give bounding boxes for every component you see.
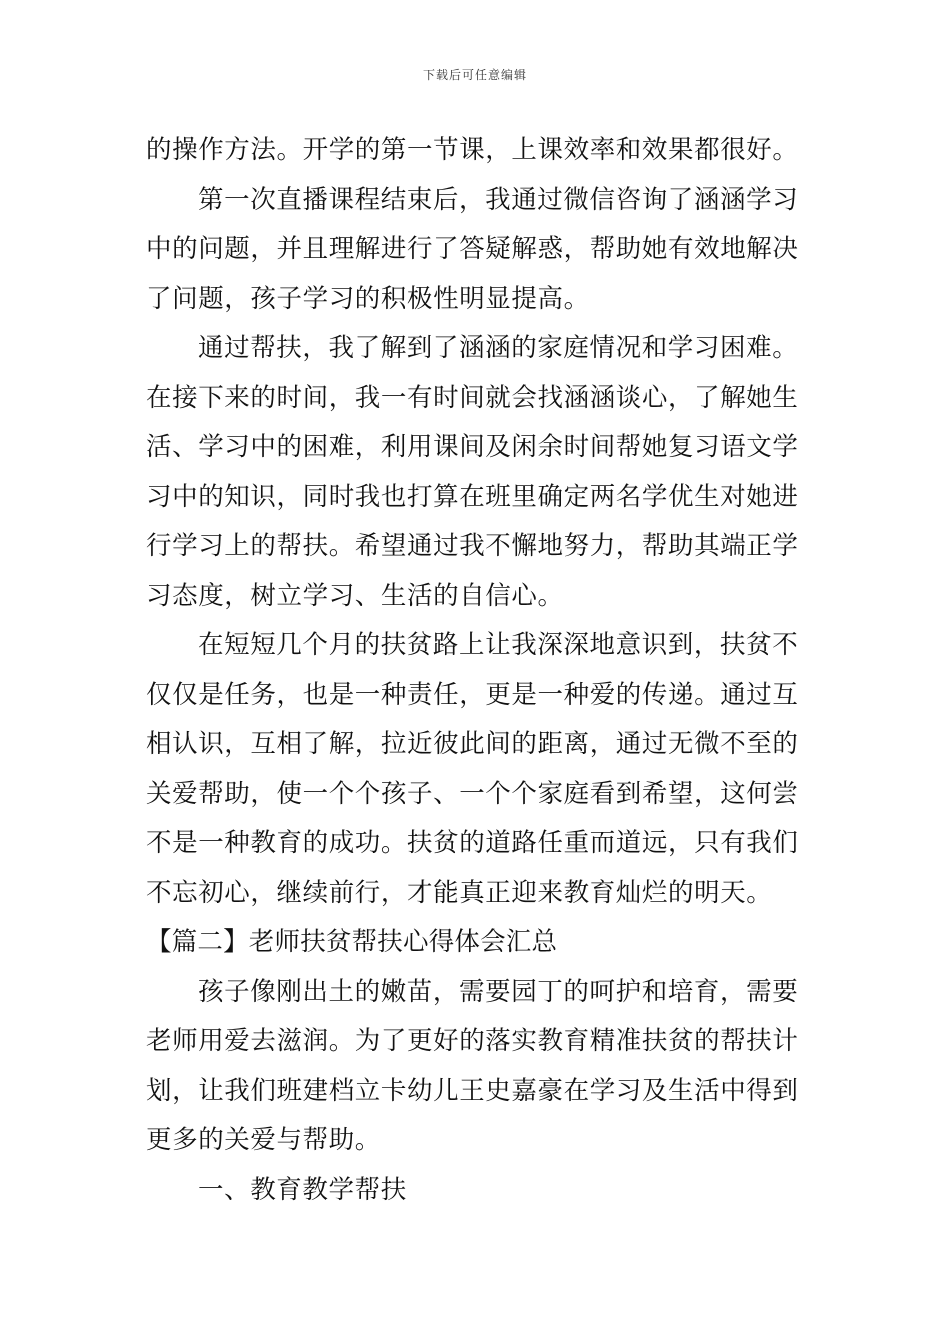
text-line: 不是一种教育的成功。扶贫的道路任重而道远，只有我们	[146, 828, 799, 858]
text-line: 通过帮扶，我了解到了涵涵的家庭情况和学习困难。	[198, 333, 799, 363]
subsection-heading: 一、教育教学帮扶	[198, 1174, 407, 1205]
text-line: 习态度，树立学习、生活的自信心。	[146, 580, 564, 611]
page-header: 下载后可任意编辑	[422, 68, 527, 82]
text-line: 行学习上的帮扶。希望通过我不懈地努力，帮助其端正学	[146, 531, 799, 561]
text-line: 仅仅是任务，也是一种责任，更是一种爱的传递。通过互	[146, 679, 799, 710]
text-line: 在接下来的时间，我一有时间就会找涵涵谈心，了解她生	[146, 382, 799, 413]
text-line: 第一次直播课程结束后，我通过微信咨询了涵涵学习	[198, 184, 799, 215]
text-line: 了问题，孩子学习的积极性明显提高。	[146, 283, 590, 314]
text-line: 划，让我们班建档立卡幼儿王史嘉豪在学习及生活中得到	[146, 1075, 799, 1106]
section-heading: 【篇二】老师扶贫帮扶心得体会汇总	[146, 927, 558, 957]
text-line: 中的问题，并且理解进行了答疑解惑，帮助她有效地解决	[146, 234, 799, 264]
text-line: 在短短几个月的扶贫路上让我深深地意识到，扶贫不	[198, 630, 799, 660]
text-line: 孩子像刚出土的嫩苗，需要园丁的呵护和培育，需要	[198, 976, 799, 1007]
document-body	[146, 126, 810, 1215]
text-line: 更多的关爱与帮助。	[146, 1125, 381, 1155]
text-line: 的操作方法。开学的第一节课，上课效率和效果都很好。	[146, 135, 799, 165]
text-line: 习中的知识，同时我也打算在班里确定两名学优生对她进	[146, 481, 799, 512]
text-line: 老师用爱去滋润。为了更好的落实教育精准扶贫的帮扶计	[146, 1026, 799, 1056]
text-line: 活、学习中的困难，利用课间及闲余时间帮她复习语文学	[146, 432, 799, 462]
text-line: 相认识，互相了解，拉近彼此间的距离，通过无微不至的	[146, 729, 799, 759]
text-line: 不忘初心，继续前行，才能真正迎来教育灿烂的明天。	[146, 877, 773, 908]
text-line: 关爱帮助，使一个个孩子、一个个家庭看到希望，这何尝	[146, 778, 799, 809]
